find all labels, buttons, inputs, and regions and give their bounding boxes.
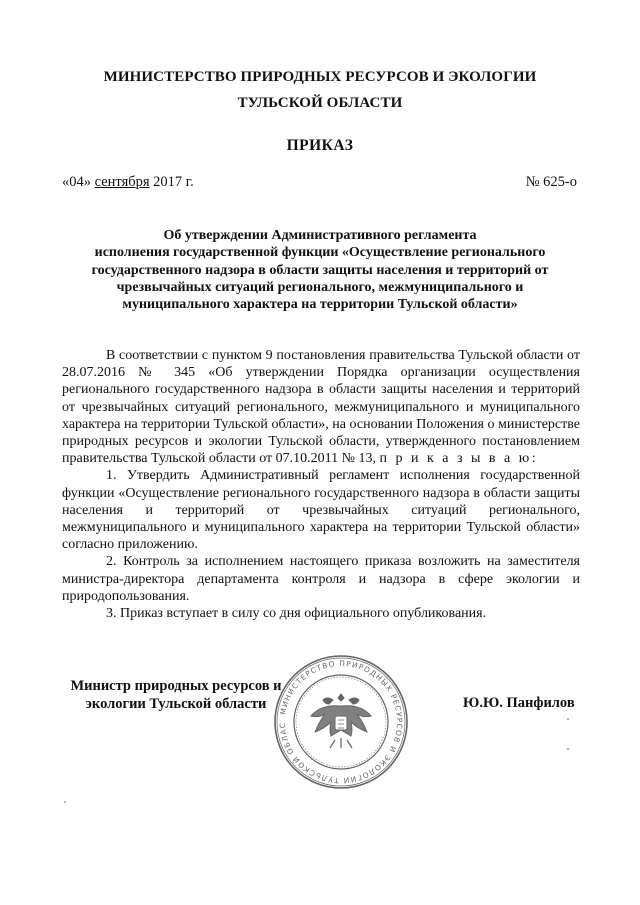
preamble-paragraph [62,347,580,467]
signatory-position-line1: Министр природных ресурсов и [70,678,282,694]
subject-line: чрезвычайных ситуаций регионального, межмуниципального и [116,279,524,295]
order-date-year: 2017 г. [153,174,194,190]
subject-line: муниципального характера на территории Тульской области» [122,297,518,313]
order-subject [60,227,580,313]
seal-stamp-graphic [273,654,409,790]
ministry-title-line1: МИНИСТЕРСТВО ПРИРОДНЫХ РЕСУРСОВ И ЭКОЛОГИИ [103,69,537,85]
scan-speck [64,801,66,803]
order-date-month: сентября [94,174,150,190]
signatory-position [66,677,286,713]
order-body [62,347,580,622]
order-item-2: 2. Контроль за исполнением настоящего приказа возложить на заместителя министра-директора департамента контроля и надзора в сфере экологии и природопользования. [62,554,580,604]
seal-ring-text: МИНИСТЕРСТВО ПРИРОДНЫХ РЕСУРСОВ И ЭКОЛОГИИ ТУЛЬСКОЙ ОБЛАС [277,658,405,786]
preamble-text: В соответствии с пунктом 9 постановления правительства Тульской области от 28.07.2016 № 345 «Об утверждении Порядка организации осуществления регионального государственного надзора в области защиты населения и территорий от чрезвычайных ситуаций регионального, межмуниципального и муниципального характера на территории Тульской области», на основании Положения о министерстве природных ресурсов и экологии Тульской области, утвержденного постановлением правительства Тульской области от 07.10.2011 № 13, [62,348,580,467]
ministry-header [0,64,640,116]
order-date [62,174,194,191]
order-number: № 625-о [525,174,577,190]
official-seal [273,654,409,790]
scan-speck [567,748,569,750]
order-date-day: «04» [62,174,91,190]
subject-line: государственного надзора в области защиты населения и территорий от [91,262,549,278]
signatory-name: Ю.Ю. Панфилов [463,695,575,711]
ministry-title-line2: ТУЛЬСКОЙ ОБЛАСТИ [237,95,403,111]
signatory-position-line2: экологии Тульской области [85,696,267,712]
order-word: п р и к а з ы в а ю: [379,451,539,467]
order-date-line [62,174,577,194]
document-type-title: ПРИКАЗ [286,137,354,154]
order-item-1: 1. Утвердить Административный регламент исполнения государственной функции «Осуществление регионального государственного надзора в области защиты населения и территорий от чрезвычайных ситуаций регионального, межмуниципального и муниципального характера на территории Тульской области» согласно приложению. [62,468,580,553]
subject-line: Об утверждении Административного регламента [163,228,477,243]
subject-line: исполнения государственной функции «Осуществление регионального [94,245,546,261]
eagle-emblem-icon [311,694,371,748]
scan-speck [567,718,569,720]
order-item-3: 3. Приказ вступает в силу со дня официального опубликования. [106,606,487,622]
